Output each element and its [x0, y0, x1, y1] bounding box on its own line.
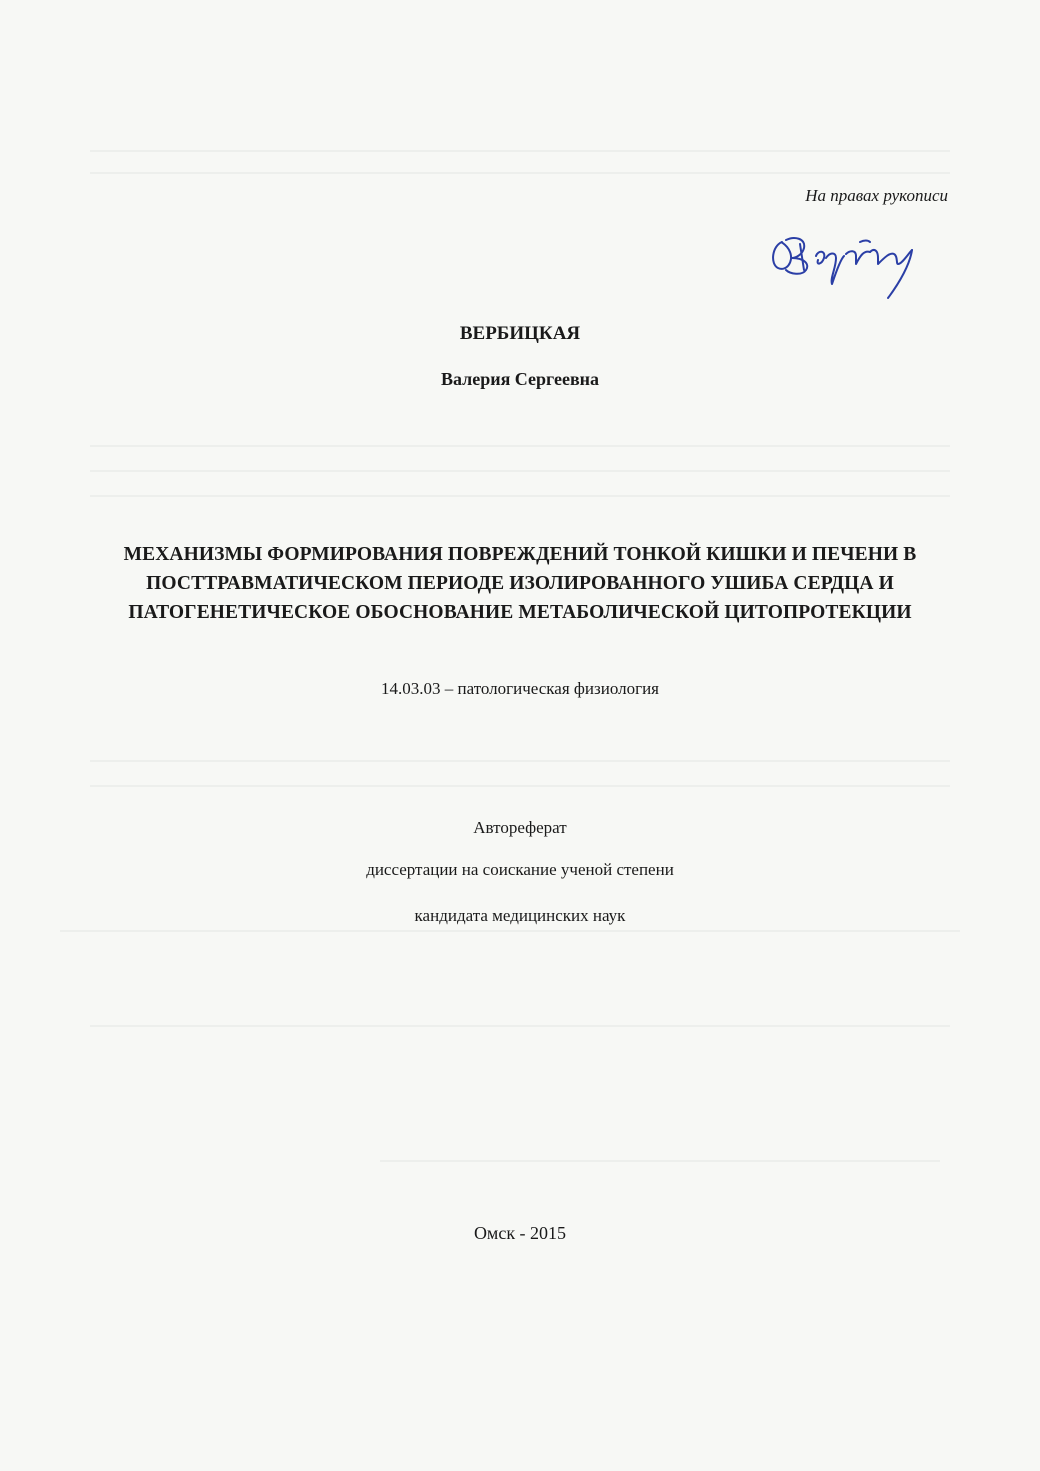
bleed-through-line	[90, 150, 950, 152]
thesis-title-line: ПОСТТРАВМАТИЧЕСКОМ ПЕРИОДЕ ИЗОЛИРОВАННОГО УШИБА СЕРДЦА И	[146, 573, 894, 594]
city-year: Омск - 2015	[473, 1223, 567, 1243]
bleed-through-line	[90, 172, 950, 174]
bleed-through-line	[90, 1025, 950, 1027]
specialty-code: 14.03.03 – патологическая физиология	[381, 679, 659, 698]
degree-statement: диссертации на соискание ученой степени	[366, 860, 674, 879]
thesis-title	[60, 540, 980, 627]
author-surname: ВЕРБИЦКАЯ	[459, 323, 581, 344]
author-given-names: Валерия Сергеевна	[440, 369, 600, 389]
bleed-through-line	[90, 470, 950, 472]
bleed-through-line	[90, 495, 950, 497]
thesis-title-line: ПАТОГЕНЕТИЧЕСКОЕ ОБОСНОВАНИЕ МЕТАБОЛИЧЕСКОЙ ЦИТОПРОТЕКЦИИ	[128, 602, 912, 623]
manuscript-rights-note: На правах рукописи	[805, 186, 948, 205]
thesis-title-line: МЕХАНИЗМЫ ФОРМИРОВАНИЯ ПОВРЕЖДЕНИЙ ТОНКОЙ КИШКИ И ПЕЧЕНИ В	[123, 544, 917, 565]
degree-field: кандидата медицинских наук	[414, 906, 626, 925]
bleed-through-line	[60, 930, 960, 932]
author-signature	[760, 212, 940, 304]
bleed-through-line	[90, 760, 950, 762]
document-type: Автореферат	[473, 818, 567, 837]
bleed-through-line	[90, 445, 950, 447]
bleed-through-line	[90, 785, 950, 787]
bleed-through-line	[380, 1160, 940, 1162]
